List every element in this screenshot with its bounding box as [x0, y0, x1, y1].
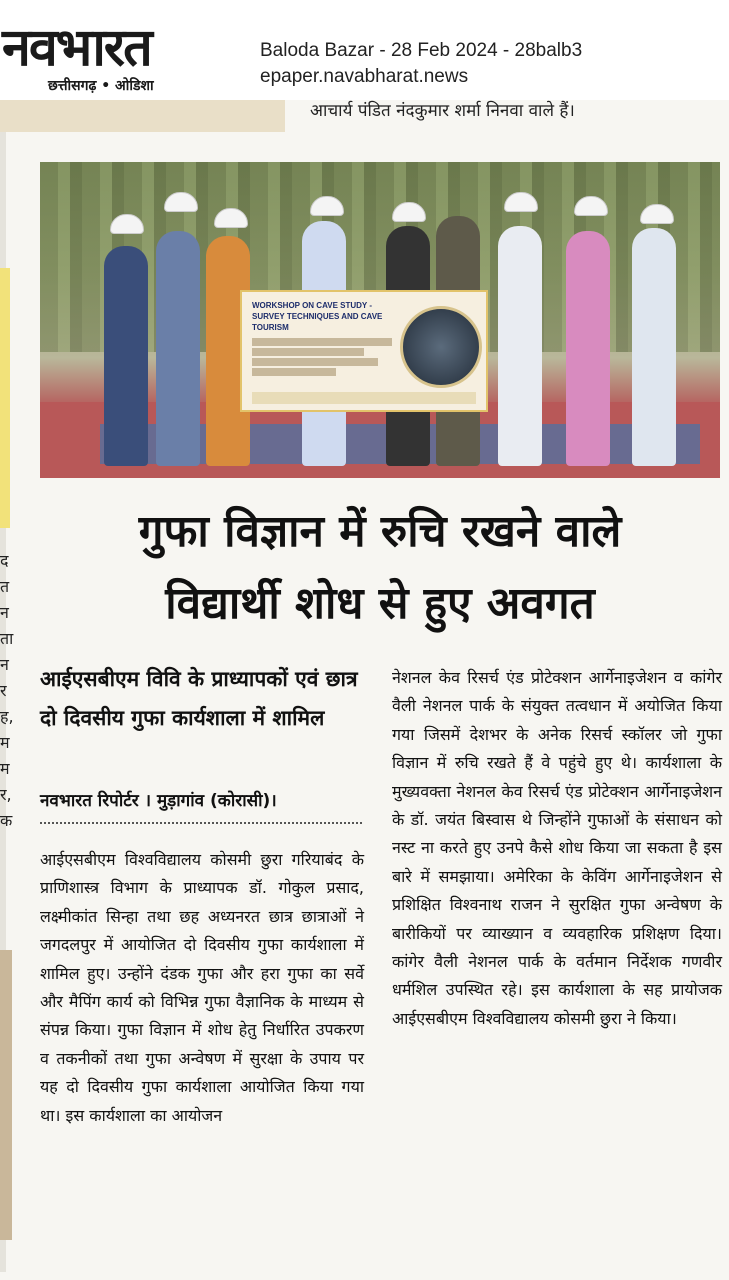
- logo-main-text: नवभारत: [2, 18, 151, 78]
- person-figure: [104, 246, 148, 466]
- fragment-text: ह,: [0, 707, 14, 726]
- logo-subtitle: छत्तीसगढ़ • ओडिशा: [48, 78, 154, 94]
- fragment-text: त: [0, 577, 10, 596]
- previous-article-snippet: आचार्य पंडित नंदकुमार शर्मा निनवा वाले हैं।: [310, 101, 575, 121]
- person-figure: [498, 226, 542, 466]
- fragment-text: म: [0, 733, 10, 752]
- article-deck: आईएसबीएम विवि के प्राध्यापकों एवं छात्र दो दिवसीय गुफा कार्यशाला में शामिल: [40, 667, 358, 730]
- fragment-text: न: [0, 655, 9, 674]
- newspaper-logo: [0, 18, 240, 98]
- banner-title: WORKSHOP ON CAVE STUDY - SURVEY TECHNIQUES AND CAVE TOURISM: [252, 301, 383, 332]
- fragment-text: म: [0, 759, 10, 778]
- banner-sponsor-strip: [252, 392, 476, 404]
- left-column-fragments: [0, 548, 12, 834]
- fragment-text: क: [0, 811, 13, 830]
- edition-info: Baloda Bazar - 28 Feb 2024 - 28balb3: [260, 40, 583, 61]
- fragment-text: द: [0, 551, 9, 570]
- article-byline: नवभारत रिपोर्टर । मुड़ागांव (कोरासी)।: [40, 791, 277, 811]
- news-photo: [40, 162, 720, 478]
- article-headline: [38, 496, 722, 640]
- body-paragraph: आईएसबीएम विश्वविद्यालय कोसमी छुरा गरियाबंद के प्राणिशास्त्र विभाग के प्राध्यापक डॉ. गोकुल प्रसाद, लक्ष्मीकांत सिन्हा तथा छह अध्यनरत छात्र छात्राओं ने जगदलपुर में आयोजित दो दिवसीय गुफा कार्यशाला में शामिल हुए। उन्होंने दंडक गुफा और हरा गुफा का सर्वे और मैपिंग कार्य को विभिन्न गुफा वैज्ञानिक के माध्यम से संपन्न किया। गुफा विज्ञान में शोध हेतु निर्धारित उपकरण व तकनीकों तथा गुफा अन्वेषण में सुरक्षा के उपाय पर यह दो दिवसीय गुफा कार्यशाला आयोजित किया गया था। इस कार्यशाला का आयोजन: [40, 850, 364, 1125]
- fragment-text: र: [0, 681, 7, 700]
- banner-cave-image: [400, 306, 482, 388]
- epaper-url: epaper.navabharat.news: [260, 66, 469, 87]
- headline-line: विद्यार्थी शोध से हुए अवगत: [165, 578, 595, 629]
- banner-text-lines: [252, 336, 392, 378]
- left-photo-fragment: [0, 950, 12, 1240]
- article-body-right: [392, 664, 722, 1033]
- article-body-left: [40, 846, 364, 1130]
- headline-line: गुफा विज्ञान में रुचि रखने वाले: [138, 506, 622, 557]
- person-figure: [632, 228, 676, 466]
- fragment-text: न: [0, 603, 9, 622]
- byline-divider: [40, 822, 362, 824]
- fragment-text: र,: [0, 785, 12, 804]
- workshop-banner: [240, 290, 488, 412]
- body-paragraph: नेशनल केव रिसर्च एंड प्रोटेक्शन आर्गेनाइजेशन व कांगेर वैली नेशनल पार्क के संयुक्त तत्वधान में अयोजित किया गया जिसमें देशभर के अनेक रिसर्च स्कॉलर जो गुफा विज्ञान में रुचि रखते हैं वे पहुंचे हुए थे। कार्यशाला के मुख्यवक्ता नेशनल केव रिसर्च एंड प्रोटेक्शन आर्गेनाइजेशन के डॉ. जयंत बिस्वास थे जिन्होंने गुफाओं के संसाधन को नस्ट ना करते हुए उनपे कैसे शोध किया जा सकता है इस बारे में समझाया। अमेरिका के केविंग आर्गेनाइजेशन से प्रशिक्षित विश्वनाथ राजन ने सुरक्षित गुफा अन्वेषण के बारीकियों पर व्याख्यान व व्यवहारिक प्रशिक्षण दिया। कांगेर वैली नेशनल पार्क के वर्तमान निर्देशक गणवीर धर्मशिल उपस्थित रहे। इस कार्यशाला के सह प्रायोजक आईएसबीएम विश्वविद्यालय कोसमी छुरा ने किया।: [392, 668, 722, 1028]
- person-figure: [156, 231, 200, 466]
- left-ad-fragment: [0, 268, 10, 528]
- previous-article-strip: [0, 100, 285, 132]
- masthead: [0, 0, 729, 100]
- fragment-text: ता: [0, 629, 14, 648]
- person-figure: [566, 231, 610, 466]
